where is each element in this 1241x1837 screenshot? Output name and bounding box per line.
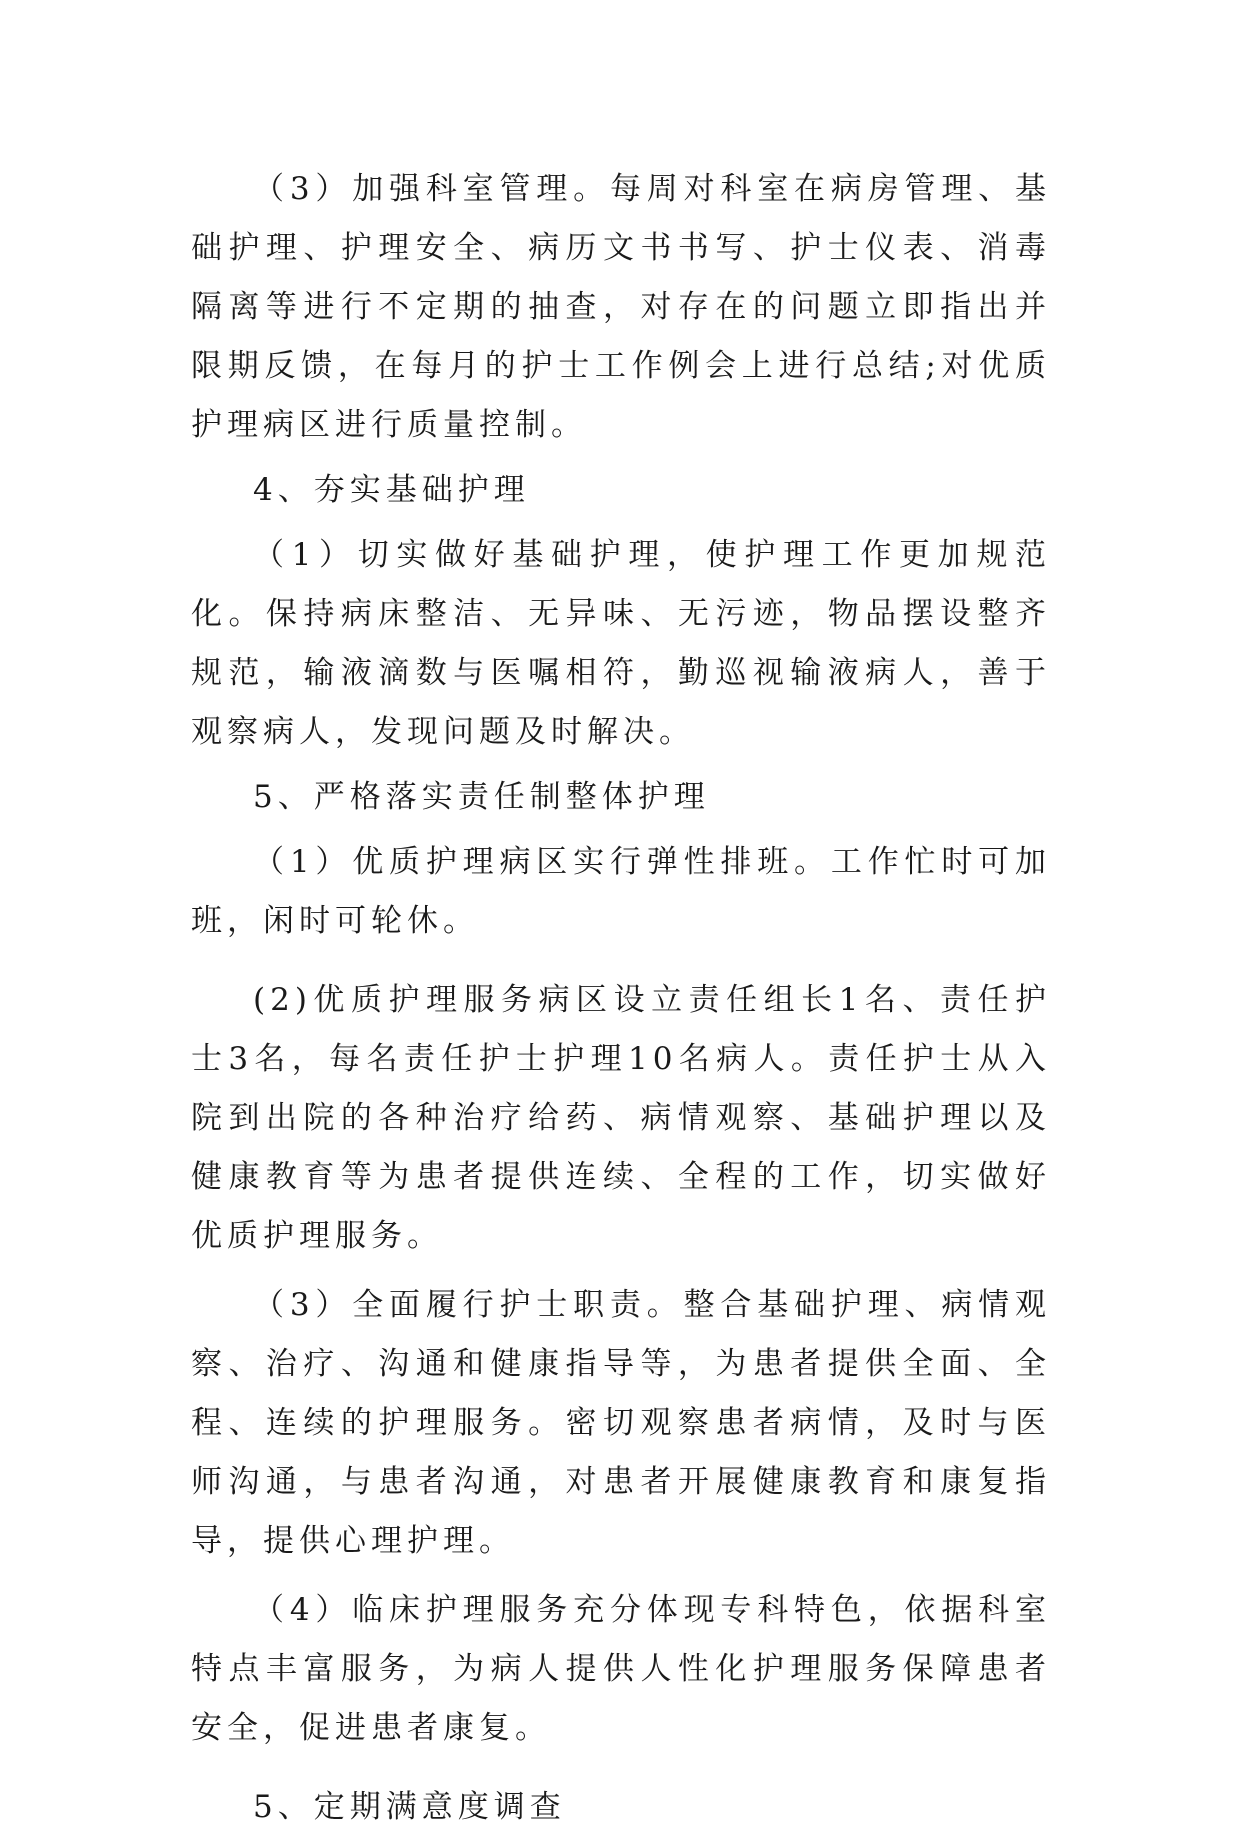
paragraph-responsibility-team: (2)优质护理服务病区设立责任组长1名、责任护士3名，每名责任护士护理10名病人。责任护士从入院到出院的各种治疗给药、病情观察、基础护理以及健康教育等为患者提供连续、全程的工作，切实做好优质护理服务。 [191, 982, 1051, 1254]
section-heading-basic-care: 4、夯实基础护理 [253, 472, 530, 508]
paragraph-basic-care: （1）切实做好基础护理，使护理工作更加规范化。保持病床整洁、无异味、无污迹，物品摆设整齐规范，输液滴数与医嘱相符，勤巡视输液病人，善于观察病人，发现问题及时解决。 [191, 537, 1051, 750]
section-heading-satisfaction-survey: 5、定期满意度调查 [253, 1789, 566, 1825]
section-heading-responsibility-care: 5、严格落实责任制整体护理 [253, 779, 710, 815]
paragraph-dept-management: （3）加强科室管理。每周对科室在病房管理、基础护理、护理安全、病历文书书写、护士仪表、消毒隔离等进行不定期的抽查，对存在的问题立即指出并限期反馈，在每月的护士工作例会上进行总结;对优质护理病区进行质量控制。 [191, 171, 1051, 443]
paragraph-specialty-service: （4）临床护理服务充分体现专科特色，依据科室特点丰富服务，为病人提供人性化护理服务保障患者安全，促进患者康复。 [191, 1592, 1051, 1746]
document-body [191, 160, 1051, 1837]
paragraph-nurse-duties: （3）全面履行护士职责。整合基础护理、病情观察、治疗、沟通和健康指导等，为患者提供全面、全程、连续的护理服务。密切观察患者病情，及时与医师沟通，与患者沟通，对患者开展健康教育和康复指导，提供心理护理。 [191, 1287, 1051, 1559]
paragraph-flexible-scheduling: （1）优质护理病区实行弹性排班。工作忙时可加班，闲时可轮休。 [191, 844, 1051, 939]
